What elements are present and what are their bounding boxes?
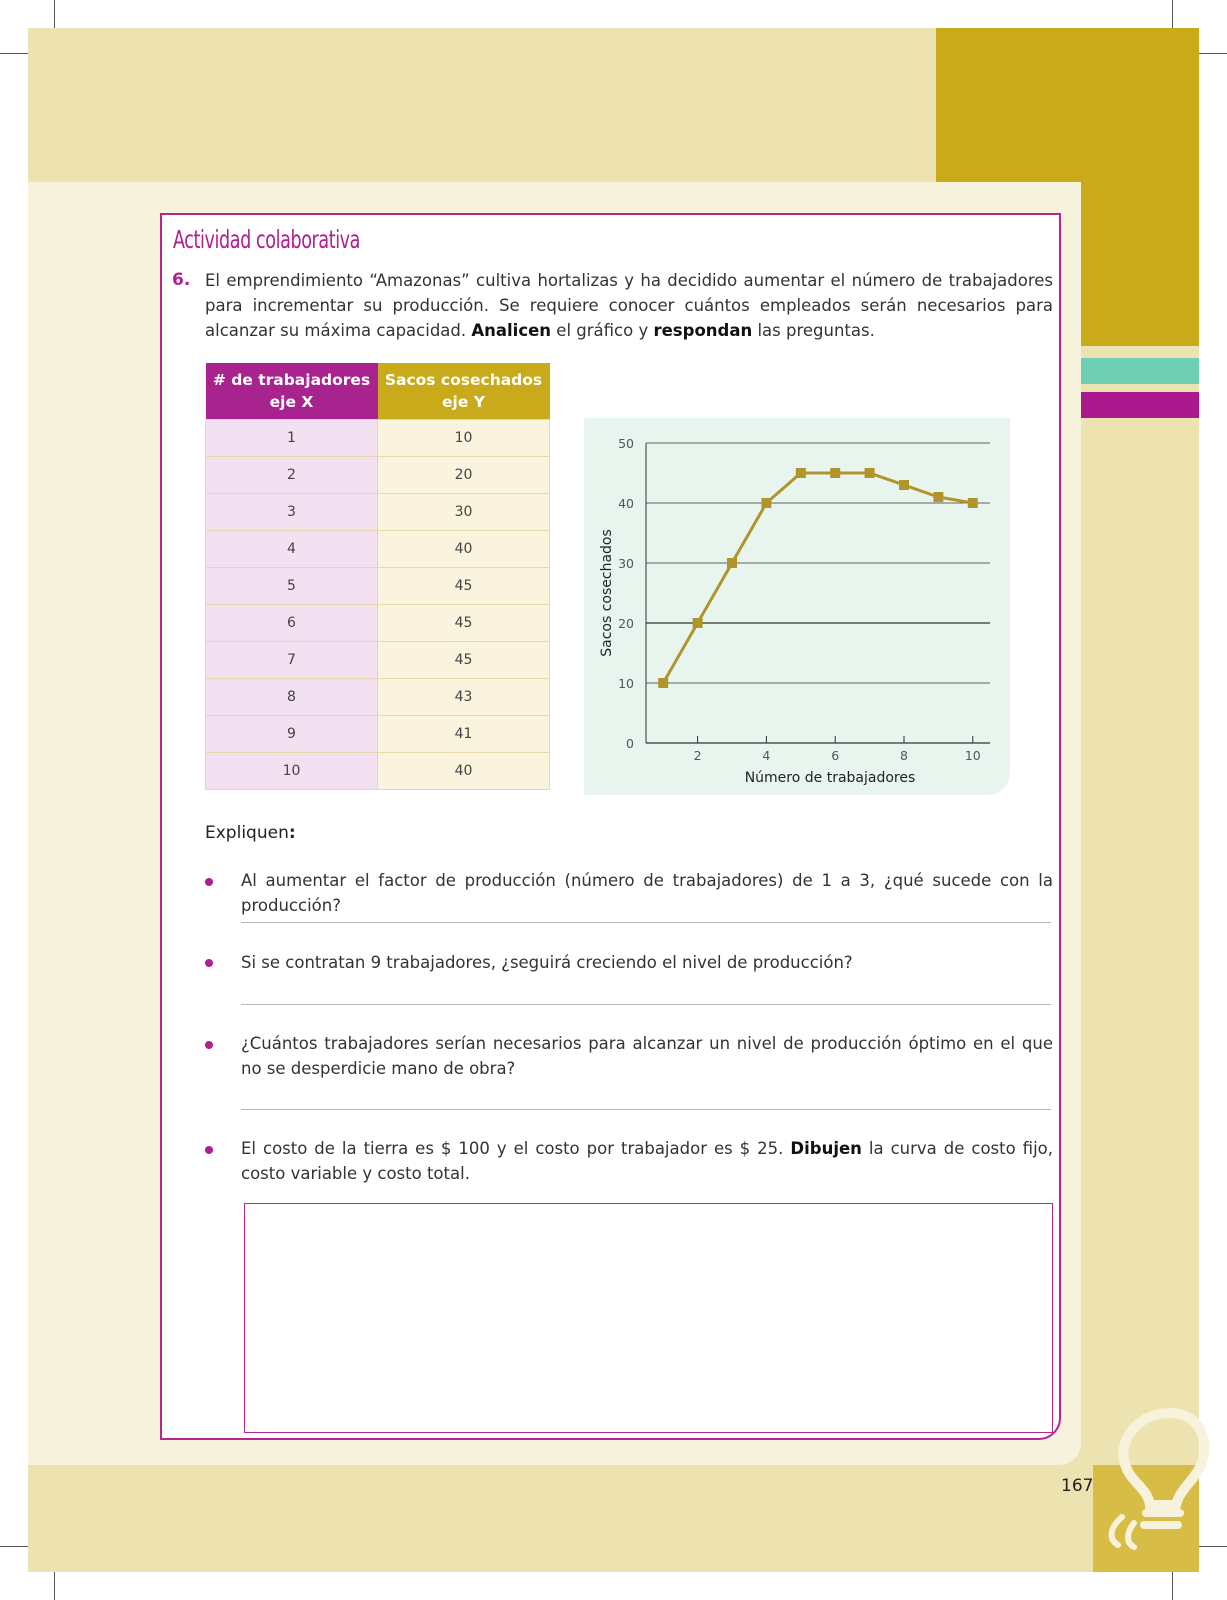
x-tick-label: 10 — [964, 748, 981, 763]
table-row — [206, 494, 550, 531]
header-x-line2: eje X — [269, 393, 314, 411]
cell-y: 45 — [378, 642, 550, 679]
x-axis-label: Número de trabajadores — [744, 770, 916, 786]
bullet-icon — [205, 1146, 213, 1154]
data-point — [933, 492, 943, 502]
y-tick-label: 50 — [618, 436, 634, 451]
data-point — [727, 558, 737, 568]
crop-mark — [1199, 1546, 1227, 1547]
x-tick-label: 4 — [762, 748, 771, 763]
data-point — [899, 480, 909, 490]
lightbulb-icon — [1100, 1405, 1210, 1555]
table-row — [206, 531, 550, 568]
bullet-icon — [205, 959, 213, 967]
bullet-icon — [205, 878, 213, 886]
question-4-text: El costo de la tierra es $ 100 y el costo por trabajador es $ 25. — [241, 1139, 791, 1158]
table-row — [206, 420, 550, 457]
data-point — [693, 618, 703, 628]
y-axis-label: Sacos cosechados — [599, 529, 615, 657]
explain-heading-text: Expliquen — [205, 823, 289, 843]
cell-y: 40 — [378, 531, 550, 568]
question-4-emphasis: Dibujen — [790, 1139, 862, 1158]
side-band-teal — [1081, 358, 1199, 384]
drawing-area[interactable] — [244, 1203, 1053, 1433]
table-row — [206, 605, 550, 642]
header-x-line1: # de trabajadores — [212, 371, 371, 389]
y-tick-label: 30 — [618, 556, 634, 571]
crop-mark — [0, 1546, 28, 1547]
table-row — [206, 679, 550, 716]
crop-mark — [1199, 53, 1227, 54]
cell-y: 45 — [378, 568, 550, 605]
cell-y: 45 — [378, 605, 550, 642]
cell-x: 3 — [206, 494, 378, 531]
crop-mark — [54, 0, 55, 28]
table-row — [206, 753, 550, 790]
intro-text: las preguntas. — [752, 321, 875, 340]
cell-y: 30 — [378, 494, 550, 531]
cell-x: 9 — [206, 716, 378, 753]
crop-mark — [54, 1572, 55, 1600]
crop-mark — [1172, 0, 1173, 28]
production-chart — [584, 418, 1010, 795]
data-point — [865, 468, 875, 478]
header-y-line1: Sacos cosechados — [384, 371, 543, 389]
table-row — [206, 568, 550, 605]
y-tick-label: 10 — [618, 676, 634, 691]
intro-emphasis-respondan: respondan — [653, 321, 753, 340]
cell-y: 43 — [378, 679, 550, 716]
side-band-cream — [1081, 346, 1199, 356]
answer-line-2[interactable] — [241, 1004, 1051, 1005]
cell-y: 40 — [378, 753, 550, 790]
table-row — [206, 642, 550, 679]
x-tick-label: 2 — [693, 748, 702, 763]
question-number: 6. — [172, 270, 191, 290]
cell-x: 5 — [206, 568, 378, 605]
crop-mark — [0, 53, 28, 54]
bullet-icon — [205, 1041, 213, 1049]
y-tick-label: 20 — [618, 616, 634, 631]
answer-line-3[interactable] — [241, 1109, 1051, 1110]
data-point — [968, 498, 978, 508]
page-number: 167 — [1061, 1476, 1094, 1496]
data-point — [796, 468, 806, 478]
answer-line-1[interactable] — [241, 922, 1051, 923]
y-tick-label: 40 — [618, 496, 634, 511]
cell-x: 1 — [206, 420, 378, 457]
data-point — [830, 468, 840, 478]
data-point — [761, 498, 771, 508]
cell-x: 4 — [206, 531, 378, 568]
table-row — [206, 716, 550, 753]
question-4 — [241, 1136, 1053, 1186]
cell-y: 10 — [378, 420, 550, 457]
question-1: Al aumentar el factor de producción (número de trabajadores) de 1 a 3, ¿qué sucede con la producción? — [241, 871, 1053, 915]
activity-title: Actividad colaborativa — [173, 225, 361, 254]
intro-emphasis-analicen: Analicen — [471, 321, 552, 340]
cell-x: 8 — [206, 679, 378, 716]
cell-y: 41 — [378, 716, 550, 753]
explain-heading-colon: : — [288, 823, 296, 843]
cell-x: 7 — [206, 642, 378, 679]
cell-x: 6 — [206, 605, 378, 642]
header-y-line2: eje Y — [442, 393, 485, 411]
data-point — [658, 678, 668, 688]
cell-y: 20 — [378, 457, 550, 494]
intro-text: El emprendimiento “Amazonas” cultiva hortalizas y ha decidido aumentar el número de trabajadores para incrementar su producción. Se requiere conocer cuántos empleados serán necesarios para alcanzar su máxima capacidad. — [205, 271, 1053, 340]
table-header-x — [206, 363, 378, 420]
table-row — [206, 457, 550, 494]
cell-x: 10 — [206, 753, 378, 790]
cell-x: 2 — [206, 457, 378, 494]
series-line — [663, 473, 973, 683]
x-tick-label: 8 — [900, 748, 908, 763]
question-2: Si se contratan 9 trabajadores, ¿seguirá creciendo el nivel de producción? — [241, 953, 853, 972]
data-table — [205, 363, 550, 790]
crop-mark — [1172, 1572, 1173, 1600]
intro-text: el gráfico y — [551, 321, 654, 340]
explain-heading — [205, 823, 296, 843]
y-tick-label: 0 — [626, 736, 634, 751]
table-header-y — [378, 363, 550, 420]
intro-paragraph — [205, 268, 1053, 343]
question-4-text: la curva de costo fijo, costo variable y costo total. — [241, 1139, 1053, 1183]
question-3: ¿Cuántos trabajadores serían necesarios para alcanzar un nivel de producción óptimo en el que no se desperdicie mano de obra? — [241, 1034, 1053, 1078]
x-tick-label: 6 — [831, 748, 840, 763]
side-band-magenta — [1081, 392, 1199, 418]
